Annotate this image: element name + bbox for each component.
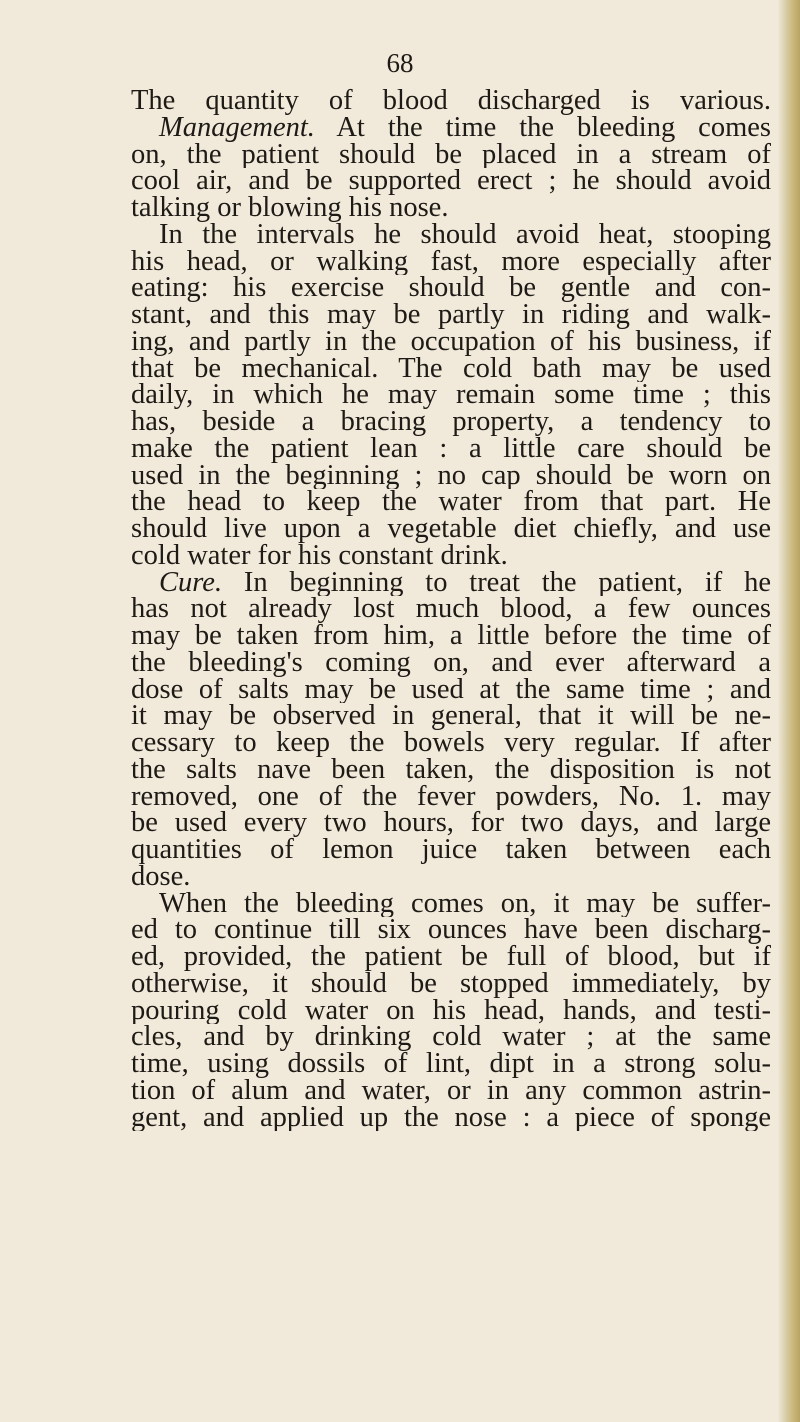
line-text: gent, and applied up the nose : a piece of sponge <box>131 1104 771 1132</box>
line-text: eating: his exercise should be gentle and con- <box>131 275 771 302</box>
line-text: ed to continue till six ounces have been discharg- <box>131 917 771 944</box>
line-text: cold water for his constant drink. <box>131 542 508 570</box>
line-text: has not already lost much blood, a few ounces <box>131 596 771 623</box>
line-text: should live upon a vegetable diet chiefly, and use <box>131 516 771 543</box>
page-number: 68 <box>386 48 414 78</box>
line-text: At the time the bleeding comes <box>314 114 771 142</box>
text-line <box>131 275 771 302</box>
line-text: cessary to keep the bowels very regular. If after <box>131 730 771 757</box>
text-line <box>131 837 771 864</box>
line-text: make the patient lean : a little care should be <box>131 435 771 463</box>
text-line <box>131 891 771 918</box>
text-line <box>131 88 771 115</box>
text-line <box>131 757 771 784</box>
text-line <box>131 810 771 837</box>
line-text: The quantity of blood discharged is various. <box>131 88 771 115</box>
line-text: pouring cold water on his head, hands, and testi- <box>131 997 771 1025</box>
line-text: dose. <box>131 863 191 891</box>
line-text: talking or blowing his nose. <box>131 195 449 222</box>
line-text: time, using dossils of lint, dipt in a strong solu- <box>131 1051 771 1078</box>
text-line <box>131 703 771 730</box>
line-text: it may be observed in general, that it will be ne- <box>131 703 771 730</box>
text-line <box>131 249 771 276</box>
line-text: stant, and this may be partly in riding and walk- <box>131 302 771 329</box>
text-line <box>131 971 771 998</box>
text-line <box>131 436 771 463</box>
line-text: ed, provided, the patient be full of blood, but if <box>131 944 771 971</box>
text-line <box>131 489 771 516</box>
text-line <box>131 1051 771 1078</box>
line-text: In beginning to treat the patient, if he <box>222 569 771 597</box>
text-line <box>131 650 771 677</box>
line-text: tion of alum and water, or in any common astrin- <box>131 1077 771 1105</box>
text-line <box>131 543 771 570</box>
text-line <box>131 222 771 249</box>
text-line <box>131 596 771 623</box>
text-line <box>131 1105 771 1132</box>
line-text: be used every two hours, for two days, and large <box>131 810 771 837</box>
text-line <box>131 516 771 543</box>
text-line <box>131 329 771 356</box>
line-text: the salts nave been taken, the disposition is not <box>131 756 771 784</box>
text-line <box>131 917 771 944</box>
text-line <box>131 998 771 1025</box>
text-line <box>131 168 771 195</box>
text-line <box>131 356 771 383</box>
text-line <box>131 1078 771 1105</box>
line-text: the head to keep the water from that part. He <box>131 489 771 516</box>
line-text: daily, in which he may remain some time ; this <box>131 382 771 409</box>
line-text: used in the beginning ; no cap should be worn on <box>131 462 771 490</box>
text-line <box>131 730 771 757</box>
text-line <box>131 677 771 704</box>
line-text: that be mechanical. The cold bath may be used <box>131 355 771 383</box>
line-text: the bleeding's coming on, and ever afterward a <box>131 649 771 677</box>
line-text: cool air, and be supported erect ; he should avoid <box>131 168 771 195</box>
text-line <box>131 302 771 329</box>
text-line <box>131 195 771 222</box>
text-line <box>131 382 771 409</box>
text-line <box>131 463 771 490</box>
body-text <box>131 88 771 1131</box>
text-line <box>131 1024 771 1051</box>
text-line <box>131 115 771 142</box>
line-text: quantities of lemon juice taken between each <box>131 837 771 864</box>
line-text: In the intervals he should avoid heat, stooping <box>159 221 771 249</box>
line-text: on, the patient should be placed in a stream of <box>131 141 771 169</box>
line-text: his head, or walking fast, more especially after <box>131 248 771 276</box>
section-heading: Cure. <box>159 569 223 597</box>
line-text: When the bleeding comes on, it may be suffer- <box>159 890 771 918</box>
text-line <box>131 864 771 891</box>
line-text: cles, and by drinking cold water ; at the same <box>131 1024 771 1051</box>
text-line <box>131 142 771 169</box>
text-line <box>131 570 771 597</box>
page-edge <box>778 0 800 1422</box>
line-text: has, beside a bracing property, a tendency to <box>131 409 771 436</box>
text-line <box>131 784 771 811</box>
line-text: may be taken from him, a little before the time of <box>131 623 771 650</box>
text-line <box>131 409 771 436</box>
text-line <box>131 623 771 650</box>
line-text: removed, one of the fever powders, No. 1. may <box>131 783 771 811</box>
line-text: dose of salts may be used at the same time ; and <box>131 676 771 704</box>
line-text: ing, and partly in the occupation of his business, if <box>131 328 771 356</box>
section-heading: Management. <box>159 114 315 142</box>
line-text: otherwise, it should be stopped immediately, by <box>131 970 771 998</box>
text-line <box>131 944 771 971</box>
